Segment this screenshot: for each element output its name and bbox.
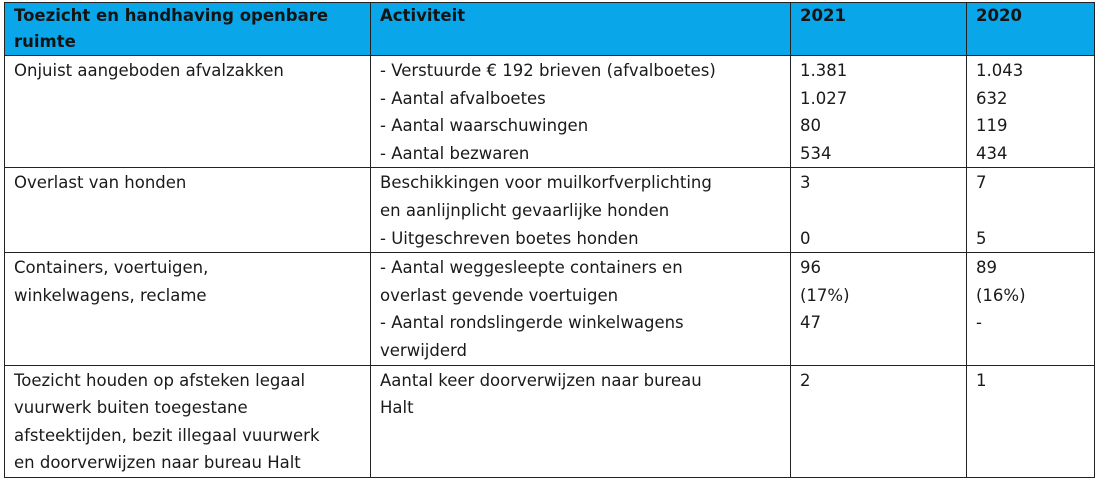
subject-cell bbox=[5, 253, 371, 365]
value-2021-cell bbox=[791, 56, 967, 168]
header-year-2021: 2021 bbox=[791, 3, 967, 56]
cell-line: - Aantal bezwaren bbox=[380, 143, 530, 163]
activity-cell bbox=[371, 365, 791, 477]
cell-line: winkelwagens, reclame bbox=[14, 285, 207, 305]
header-subject bbox=[5, 3, 371, 56]
cell-line: - Aantal weggesleepte containers en bbox=[380, 258, 683, 278]
cell-line: en doorverwijzen naar bureau Halt bbox=[14, 453, 301, 473]
table-row bbox=[5, 365, 1095, 477]
cell-line: 1.027 bbox=[800, 88, 848, 108]
cell-line: - Verstuurde € 192 brieven (afvalboetes) bbox=[380, 61, 716, 80]
table-row bbox=[5, 168, 1095, 253]
activity-cell bbox=[371, 168, 791, 253]
cell-spacer bbox=[976, 197, 1086, 225]
value-2021-cell bbox=[791, 365, 967, 477]
value-2020-cell bbox=[967, 56, 1095, 168]
cell-line: Containers, voertuigen, bbox=[14, 258, 209, 278]
header-subject-line: ruimte bbox=[14, 32, 76, 51]
value-2020-cell bbox=[967, 365, 1095, 477]
cell-line: 47 bbox=[800, 313, 821, 333]
value-2020-cell bbox=[967, 253, 1095, 365]
activity-cell bbox=[371, 253, 791, 365]
cell-line: - Aantal rondslingerde winkelwagens bbox=[380, 313, 684, 333]
cell-line: Aantal keer doorverwijzen naar bureau bbox=[380, 370, 702, 390]
enforcement-table bbox=[4, 2, 1095, 478]
header-activity: Activiteit bbox=[371, 3, 791, 56]
cell-line: 632 bbox=[976, 88, 1008, 108]
cell-line: 0 bbox=[800, 228, 811, 248]
table-row bbox=[5, 253, 1095, 365]
cell-line: Halt bbox=[380, 398, 414, 418]
cell-line: 434 bbox=[976, 143, 1008, 163]
cell-line: afsteektijden, bezit illegaal vuurwerk bbox=[14, 425, 320, 445]
cell-line: 1 bbox=[976, 370, 987, 390]
header-subject-line: Toezicht en handhaving openbare bbox=[14, 6, 329, 25]
value-2021-cell bbox=[791, 168, 967, 253]
cell-line: - Aantal afvalboetes bbox=[380, 88, 546, 108]
cell-line: (16%) bbox=[976, 285, 1026, 305]
cell-line: - Aantal waarschuwingen bbox=[380, 116, 589, 136]
cell-line: 2 bbox=[800, 370, 811, 390]
subject-cell bbox=[5, 56, 371, 168]
cell-line: 1.043 bbox=[976, 61, 1024, 80]
value-2021-cell bbox=[791, 253, 967, 365]
cell-line: 119 bbox=[976, 116, 1008, 136]
activity-cell bbox=[371, 56, 791, 168]
cell-line: 5 bbox=[976, 228, 987, 248]
cell-line: - Uitgeschreven boetes honden bbox=[380, 228, 639, 248]
cell-line: verwijderd bbox=[380, 340, 467, 360]
cell-line: Onjuist aangeboden afvalzakken bbox=[14, 61, 284, 80]
cell-line: 89 bbox=[976, 258, 997, 278]
cell-line: 3 bbox=[800, 173, 811, 193]
cell-line: Overlast van honden bbox=[14, 173, 187, 193]
cell-line: overlast gevende voertuigen bbox=[380, 285, 619, 305]
cell-line: 96 bbox=[800, 258, 821, 278]
cell-spacer bbox=[800, 197, 958, 225]
cell-line: 7 bbox=[976, 173, 987, 193]
cell-line: en aanlijnplicht gevaarlijke honden bbox=[380, 200, 670, 220]
cell-line: Beschikkingen voor muilkorfverplichting bbox=[380, 173, 712, 193]
cell-line: Toezicht houden op afsteken legaal bbox=[14, 370, 306, 390]
cell-line: - bbox=[976, 313, 982, 333]
cell-line: vuurwerk buiten toegestane bbox=[14, 398, 248, 418]
value-2020-cell bbox=[967, 168, 1095, 253]
cell-line: (17%) bbox=[800, 285, 850, 305]
cell-line: 1.381 bbox=[800, 61, 848, 80]
cell-line: 534 bbox=[800, 143, 832, 163]
header-year-2020: 2020 bbox=[967, 3, 1095, 56]
table-header-row bbox=[5, 3, 1095, 56]
subject-cell bbox=[5, 168, 371, 253]
table-row bbox=[5, 56, 1095, 168]
subject-cell bbox=[5, 365, 371, 477]
cell-line: 80 bbox=[800, 116, 821, 136]
